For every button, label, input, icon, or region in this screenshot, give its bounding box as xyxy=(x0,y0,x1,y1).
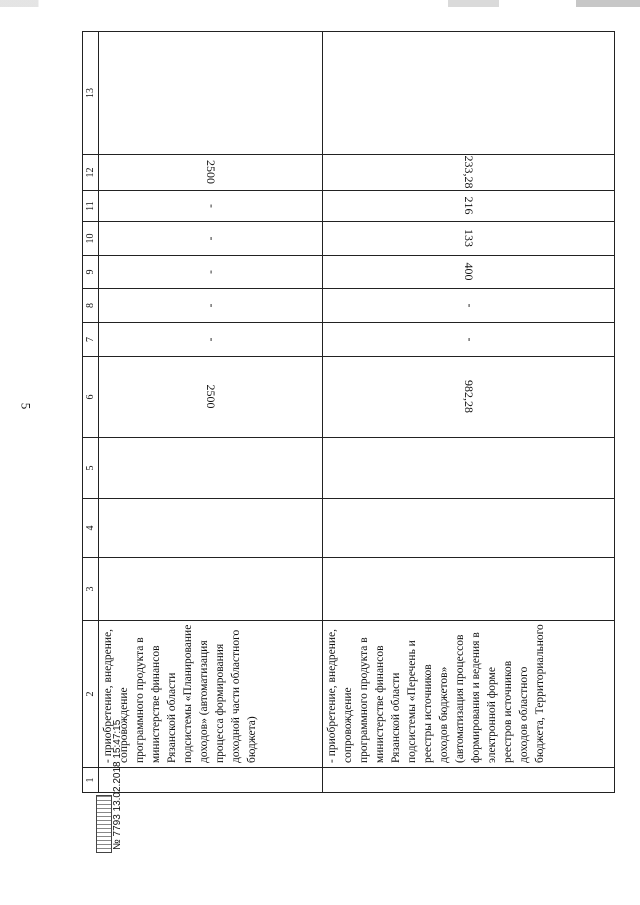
cell-col-12: 2500 xyxy=(99,155,323,191)
table-row xyxy=(99,32,323,793)
cell-col-13 xyxy=(99,32,323,155)
rotated-table-container xyxy=(82,32,613,793)
col-header-4: 4 xyxy=(83,499,99,558)
col-header-13: 13 xyxy=(83,32,99,155)
cell-number xyxy=(99,768,323,793)
cell-col-6: 982,28 xyxy=(323,357,615,438)
cell-number xyxy=(323,768,615,793)
cell-col-10: 133 xyxy=(323,222,615,256)
col-header-12: 12 xyxy=(83,155,99,191)
cell-col-3 xyxy=(99,558,323,621)
cell-col-5 xyxy=(99,438,323,499)
cell-col-8: - xyxy=(323,289,615,323)
col-header-11: 11 xyxy=(83,191,99,222)
cell-col-8: - xyxy=(99,289,323,323)
cell-col-4 xyxy=(99,499,323,558)
header-row xyxy=(83,32,99,793)
col-header-8: 8 xyxy=(83,289,99,323)
document-registration-stamp xyxy=(96,795,112,853)
cell-col-12: 233,28 xyxy=(323,155,615,191)
registration-text xyxy=(112,600,126,850)
cell-description: - приобретение, внедрение, сопровождение программного продукта в министерстве финансов Рязанской области подсистемы «Перечень и реестры источников доходов бюджетов» (автоматизация процессов формирования и ведения в электронной форме реестров источников доходов областного бюджета, Территориального xyxy=(323,621,615,768)
cell-col-7: - xyxy=(323,323,615,357)
cell-col-3 xyxy=(323,558,615,621)
cell-col-6: 2500 xyxy=(99,357,323,438)
page-number: 5 xyxy=(18,402,34,410)
col-header-2: 2 xyxy=(83,621,99,768)
cell-col-5 xyxy=(323,438,615,499)
cell-col-9: - xyxy=(99,256,323,289)
cell-col-11: - xyxy=(99,191,323,222)
col-header-7: 7 xyxy=(83,323,99,357)
col-header-9: 9 xyxy=(83,256,99,289)
budget-table xyxy=(82,31,615,793)
cell-description: - приобретение, внедрение, сопровождение программного продукта в министерстве финансов Рязанской области подсистемы «Планирование доходов» (автоматизация процесса формирования доходной части областного бюджета) xyxy=(99,621,323,768)
cell-col-4 xyxy=(323,499,615,558)
col-header-6: 6 xyxy=(83,357,99,438)
col-header-3: 3 xyxy=(83,558,99,621)
col-header-10: 10 xyxy=(83,222,99,256)
cell-col-11: 216 xyxy=(323,191,615,222)
col-header-1: 1 xyxy=(83,768,99,793)
table-row xyxy=(323,32,615,793)
registration-number: № 7793 13.02.2018 15:47:15 xyxy=(112,719,123,850)
col-header-5: 5 xyxy=(83,438,99,499)
cell-col-7: - xyxy=(99,323,323,357)
cell-col-9: 400 xyxy=(323,256,615,289)
cell-col-10: - xyxy=(99,222,323,256)
scan-artifact xyxy=(0,0,640,7)
cell-col-13 xyxy=(323,32,615,155)
